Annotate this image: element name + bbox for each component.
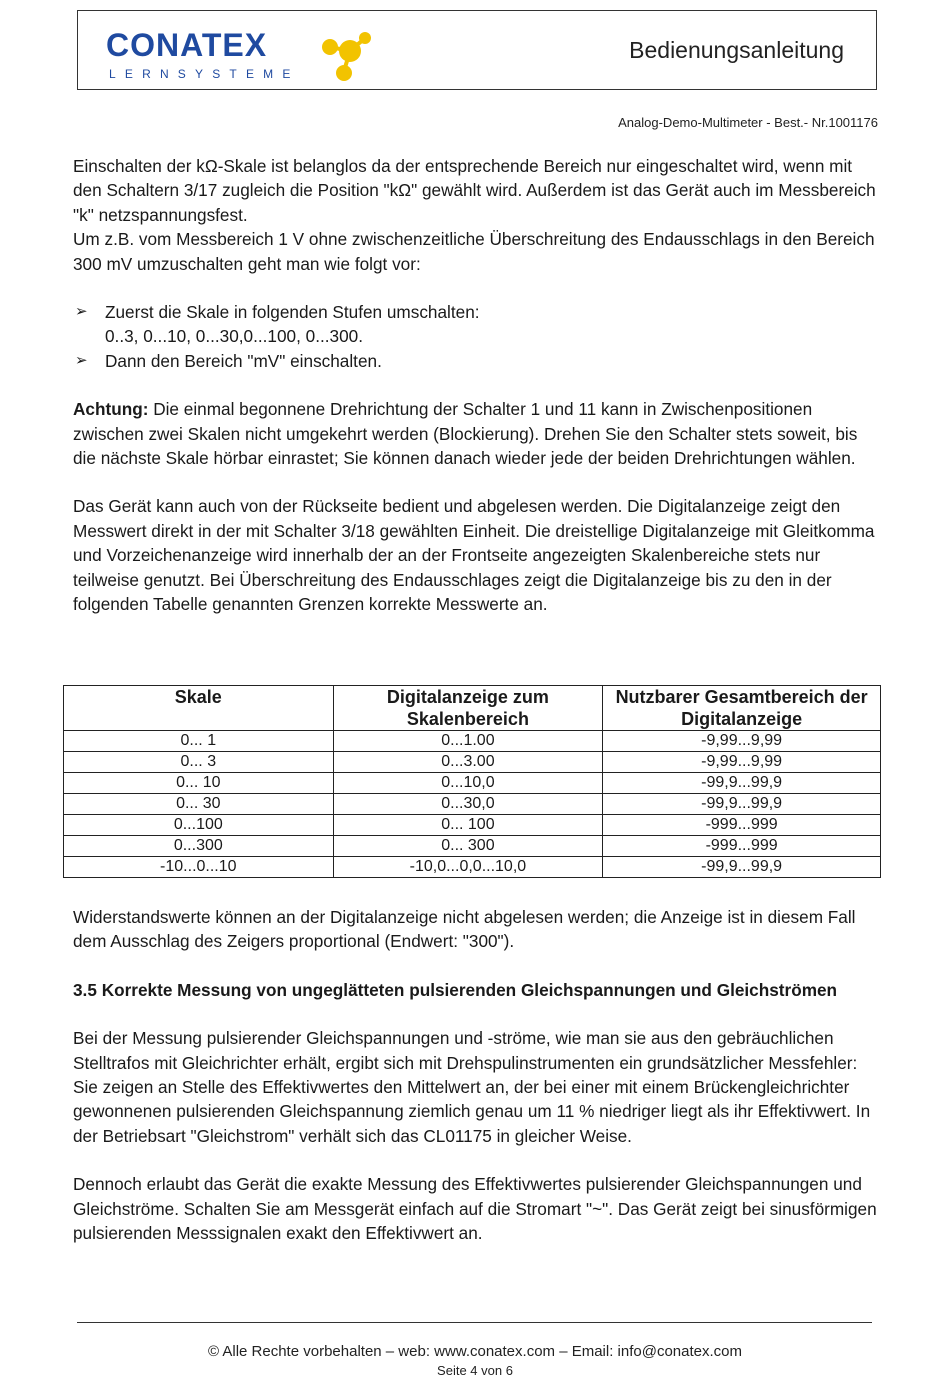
footer-divider: [77, 1322, 872, 1323]
page-content: [73, 154, 883, 617]
document-title: Bedienungsanleitung: [629, 37, 844, 63]
warning-text: Die einmal begonnene Drehrichtung der Schalter 1 und 11 kann in Zwischenpositionen zwischen zwei Skalen nicht umgekehrt werden (Blockierung). Drehen Sie den Schalter stets soweit, bis die nächste Skale hörbar einrastet; Sie können danach wieder jede der beiden Drehrichtungen wählen.: [73, 399, 858, 469]
table-row: 0...300 0... 300 -999...999: [64, 836, 881, 857]
molecule-icon: [314, 27, 374, 83]
table-row: 0... 3 0...3.00 -9,99...9,99: [64, 752, 881, 773]
logo-wordmark: CONATEX: [106, 27, 268, 63]
section-heading: 3.5 Korrekte Messung von ungeglätteten pulsierenden Gleichspannungen und Gleichströmen: [73, 979, 838, 1000]
table-row: -10...0...10 -10,0...0,0...10,0 -99,9...99,9: [64, 857, 881, 878]
page-header: [77, 10, 877, 90]
list-item: ➢ Zuerst die Skale in folgenden Stufen umschalten: 0..3, 0...10, 0...30,0...100, 0...300.: [75, 302, 480, 347]
list-item: ➢ Dann den Bereich "mV" einschalten.: [73, 349, 883, 373]
scale-table: [63, 685, 881, 878]
table-header-row: [64, 686, 881, 731]
table-row: 0...100 0... 100 -999...999: [64, 815, 881, 836]
logo-subline: LERNSYSTEME: [109, 67, 300, 81]
paragraph-pulsating-measurement: Bei der Messung pulsierender Gleichspannungen und -ströme, wie man sie aus den gebräuchlichen Stelltrafos mit Gleichrichter erhält, ergibt sich mit Drehspulinstrumenten ein grundsätzlicher Messfehler: Sie zeigen an Stelle des Effektivwertes den Mittelwert an, der bei einer mit einem Brückengleichrichter gewonnenen pulsierenden Gleichspannung ziemlich genau um 11 % niedriger liegt als ihr Effektivwert. In der Betriebsart "Gleichstrom" verhält sich das CL01175 in gleicher Weise.: [73, 1028, 871, 1146]
table-row: 0... 30 0...30,0 -99,9...99,9: [64, 794, 881, 815]
steps-list: [73, 300, 883, 373]
table-row: 0... 1 0...1.00 -9,99...9,99: [64, 731, 881, 752]
footer-copyright: © Alle Rechte vorbehalten – web: www.conatex.com – Email: info@conatex.com: [207, 1343, 743, 1360]
page-content-lower: [73, 905, 883, 1245]
warning-paragraph: [73, 397, 883, 470]
column-header: Skale: [64, 686, 334, 731]
arrow-bullet-icon: ➢: [75, 303, 88, 321]
table-row: 0... 10 0...10,0 -99,9...99,9: [64, 773, 881, 794]
arrow-bullet-icon: ➢: [75, 351, 88, 369]
paragraph-resistance: Widerstandswerte können an der Digitalanzeige nicht abgelesen werden; die Anzeige ist in diesem Fall dem Ausschlag des Zeigers proportional (Endwert: "300").: [73, 907, 856, 952]
conatex-logo: [106, 21, 376, 83]
column-header: Digitalanzeige zum Skalenbereich: [333, 686, 603, 731]
paragraph-kohm: Einschalten der kΩ-Skale ist belanglos da der entsprechende Bereich nur eingeschaltet wird, wenn mit den Schaltern 3/17 zugleich die Position "kΩ" gewählt wird. Außerdem ist das Gerät auch im Messbereich "k" netzspannungsfest.: [73, 156, 876, 225]
paragraph-rear-panel: Das Gerät kann auch von der Rückseite bedient und abgelesen werden. Die Digitalanzeige zeigt den Messwert direkt in der mit Schalter 3/18 gewählten Einheit. Die dreistellige Digitalanzeige mit Gleitkomma und Vorzeichenanzeige wird innerhalb der an der Frontseite angezeigten Skalenbereiche stets nur teilweise genutzt. Bei Überschreitung des Endausschlages zeigt die Digitalanzeige bis zu den in der folgenden Tabelle genannten Grenzen korrekte Messwerte an.: [73, 496, 875, 615]
paragraph-switching: Um z.B. vom Messbereich 1 V ohne zwischenzeitliche Überschreitung des Endausschlags in den Bereich 300 mV umzuschalten geht man wie folgt vor:: [73, 229, 875, 274]
column-header: Nutzbarer Gesamtbereich der Digitalanzeige: [603, 686, 881, 731]
paragraph-rms-measurement: Dennoch erlaubt das Gerät die exakte Messung des Effektivwertes pulsierender Gleichspannungen und Gleichströme. Schalten Sie am Messgerät einfach auf die Stromart "~". Das Gerät zeigt bei sinusförmigen pulsierenden Messsignalen exakt den Effektivwert an.: [73, 1174, 877, 1244]
warning-label: Achtung:: [73, 399, 149, 420]
document-subtitle: Analog-Demo-Multimeter - Best.- Nr.1001176: [618, 115, 878, 130]
page-number: Seite 4 von 6: [437, 1363, 513, 1378]
